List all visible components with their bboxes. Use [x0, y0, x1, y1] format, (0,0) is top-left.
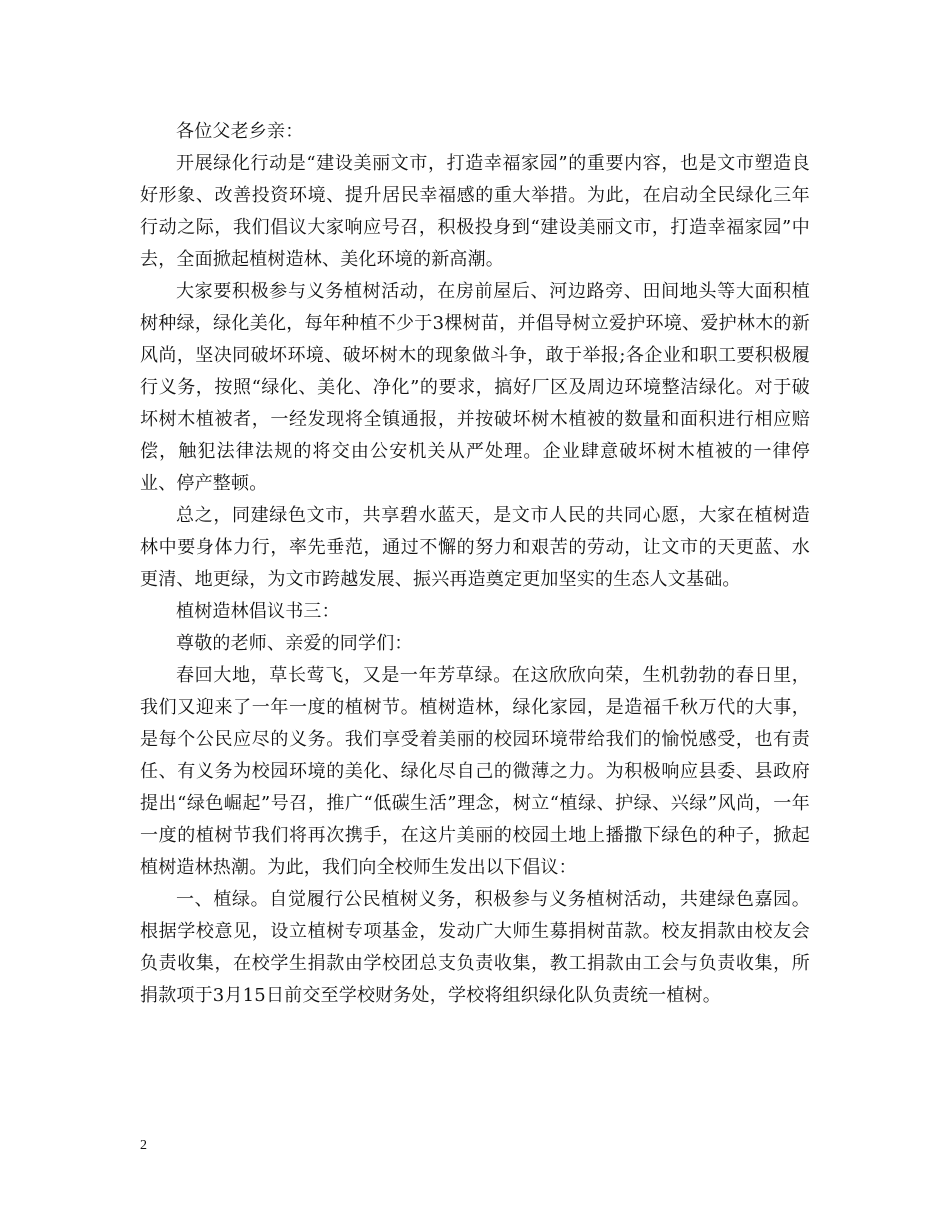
- paragraph-conclusion: 总之，同建绿色文市，共享碧水蓝天，是文市人民的共同心愿，大家在植树造林中要身体力行，率先垂范，通过不懈的努力和艰苦的劳动，让文市的天更蓝、水更清、地更绿，为文市跨越发展、振兴再造奠定更加坚实的生态人文基础。: [140, 505, 810, 590]
- salutation-villagers: 各位父老乡亲：: [176, 121, 304, 142]
- page-number: 2: [140, 1138, 147, 1153]
- paragraph-tree-planting-duty: 大家要积极参与义务植树活动，在房前屋后、河边路旁、田间地头等大面积植树种绿，绿化美化，每年种植不少于3棵树苗，并倡导树立爱护环境、爱护林木的新风尚，坚决同破坏环境、破坏树木的现象做斗争，敢于举报;各企业和职工要积极履行义务，按照“绿化、美化、净化”的要求，搞好厂区及周边环境整洁绿化。对于破坏树木植被者，一经发现将全镇通报，并按破坏树木植被的数量和面积进行相应赔偿，触犯法律法规的将交由公安机关从严处理。企业肆意破坏树木植被的一律停业、停产整顿。: [140, 281, 810, 494]
- paragraph-spring-arbor-day: 春回大地，草长莺飞，又是一年芳草绿。在这欣欣向荣，生机勃勃的春日里，我们又迎来了一年一度的植树节。植树造林，绿化家园，是造福千秋万代的大事，是每个公民应尽的义务。我们享受着美丽的校园环境带给我们的愉悦感受，也有责任、有义务为校园环境的美化、绿化尽自己的微薄之力。为积极响应县委、县政府提出“绿色崛起”号召，推广“低碳生活”理念，树立“植绿、护绿、兴绿”风尚，一年一度的植树节我们将再次携手，在这片美丽的校园土地上播撒下绿色的种子，掀起植树造林热潮。为此，我们向全校师生发出以下倡议：: [140, 665, 810, 878]
- paragraph-green-action: 开展绿化行动是“建设美丽文市，打造幸福家园”的重要内容，也是文市塑造良好形象、改善投资环境、提升居民幸福感的重大举措。为此，在启动全民绿化三年行动之际，我们倡议大家响应号召，积极投身到“建设美丽文市，打造幸福家园”中去，全面掀起植树造林、美化环境的新高潮。: [140, 153, 810, 270]
- section-heading-proposal-three: 植树造林倡议书三：: [176, 601, 340, 622]
- paragraph-planting-fund: 一、植绿。自觉履行公民植树义务，积极参与义务植树活动，共建绿色嘉园。根据学校意见，设立植树专项基金，发动广大师生募捐树苗款。校友捐款由校友会负责收集，在校学生捐款由学校团总支负责收集，教工捐款由工会与负责收集，所捐款项于3月15日前交至学校财务处，学校将组织绿化队负责统一植树。: [140, 889, 810, 1006]
- salutation-teachers-students: 尊敬的老师、亲爱的同学们：: [176, 633, 413, 654]
- document-body: [140, 116, 810, 1012]
